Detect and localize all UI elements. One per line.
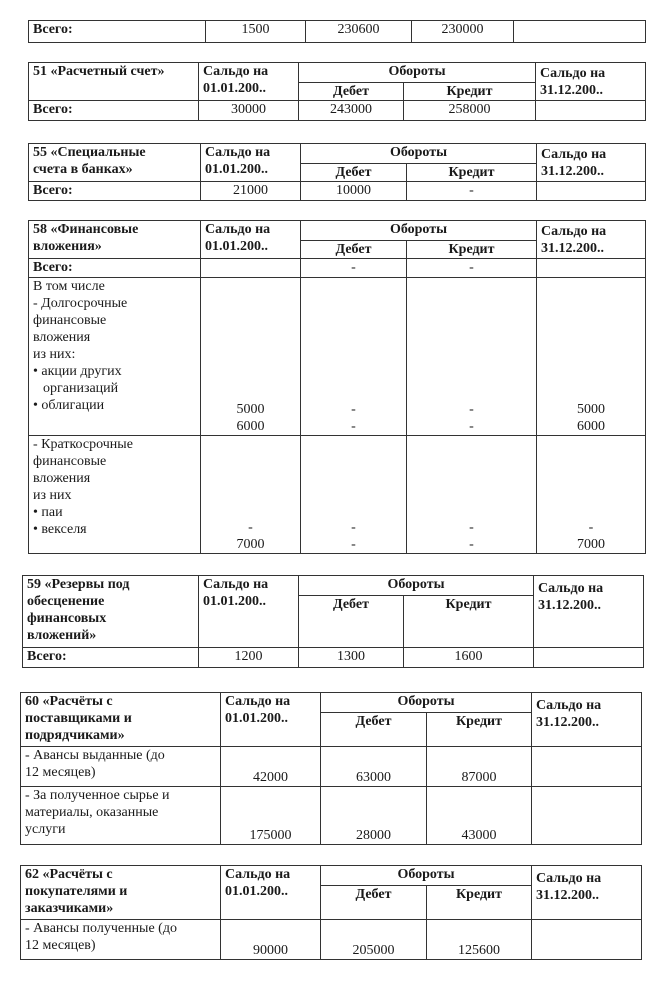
turnover-header: Обороты bbox=[299, 576, 534, 596]
short-term-label: - Краткосрочные финансовые вложения из них • паи • векселя bbox=[29, 436, 201, 554]
cell-debit: - - bbox=[301, 436, 407, 554]
cell-debit: 28000 bbox=[321, 787, 427, 845]
table-account-51 bbox=[28, 62, 646, 121]
cell-credit: 258000 bbox=[404, 101, 536, 121]
saldo-end-header: Сальдо на 31.12.200.. bbox=[536, 63, 646, 101]
total-label: Всего: bbox=[23, 648, 199, 668]
cell-credit: - - bbox=[407, 278, 537, 436]
saldo-start-header: Сальдо на 01.01.200.. bbox=[201, 144, 301, 182]
turnover-header: Обороты bbox=[321, 866, 532, 886]
cell-saldo-end bbox=[532, 920, 642, 960]
cell-saldo-end bbox=[537, 182, 646, 201]
row-label: - За полученное сырье и материалы, оказанные услуги bbox=[21, 787, 221, 845]
saldo-end-header: Сальдо на 31.12.200.. bbox=[534, 576, 644, 648]
debit-header: Дебет bbox=[299, 596, 404, 648]
saldo-start-header: Сальдо на 01.01.200.. bbox=[199, 63, 299, 101]
cell-saldo-start: 90000 bbox=[221, 920, 321, 960]
account-title: 62 «Расчёты с покупателями и заказчиками» bbox=[21, 866, 221, 920]
total-label: Всего: bbox=[29, 101, 199, 121]
cell-debit: 230600 bbox=[306, 21, 412, 43]
cell-saldo-start: 1200 bbox=[199, 648, 299, 668]
table-account-55 bbox=[28, 143, 646, 201]
cell-saldo-start: 5000 6000 bbox=[201, 278, 301, 436]
cell-debit: 63000 bbox=[321, 747, 427, 787]
cell-credit: - bbox=[407, 182, 537, 201]
cell-credit: 125600 bbox=[427, 920, 532, 960]
cell-credit: 1600 bbox=[404, 648, 534, 668]
cell-debit: 1300 bbox=[299, 648, 404, 668]
total-label: Всего: bbox=[29, 182, 201, 201]
saldo-start-header: Сальдо на 01.01.200.. bbox=[199, 576, 299, 648]
cell-saldo-end bbox=[537, 259, 646, 278]
debit-header: Дебет bbox=[321, 886, 427, 920]
credit-header: Кредит bbox=[404, 596, 534, 648]
table-account-60 bbox=[20, 692, 642, 845]
credit-header: Кредит bbox=[407, 164, 537, 182]
table-row bbox=[21, 747, 642, 787]
debit-header: Дебет bbox=[299, 83, 404, 101]
long-term-label: В том числе - Долгосрочные финансовые вложения из них: • акции других организаций • облигации bbox=[29, 278, 201, 436]
table-account-59 bbox=[22, 575, 644, 668]
table-row-short-term bbox=[29, 436, 646, 554]
cell-saldo-end bbox=[514, 21, 646, 43]
turnover-header: Обороты bbox=[301, 144, 537, 164]
cell-saldo-start bbox=[201, 259, 301, 278]
account-title: 60 «Расчёты с поставщиками и подрядчиками» bbox=[21, 693, 221, 747]
table-account-58 bbox=[28, 220, 646, 554]
account-title: 55 «Специальные счета в банках» bbox=[29, 144, 201, 182]
saldo-end-header: Сальдо на 31.12.200.. bbox=[537, 144, 646, 182]
cell-saldo-end bbox=[532, 747, 642, 787]
cell-credit: 43000 bbox=[427, 787, 532, 845]
cell-saldo-start: 21000 bbox=[201, 182, 301, 201]
cell-saldo-start: 1500 bbox=[206, 21, 306, 43]
cell-saldo-start: 30000 bbox=[199, 101, 299, 121]
cell-saldo-start: 42000 bbox=[221, 747, 321, 787]
cell-saldo-end bbox=[532, 787, 642, 845]
cell-credit: 87000 bbox=[427, 747, 532, 787]
credit-header: Кредит bbox=[427, 713, 532, 747]
table-row bbox=[29, 182, 646, 201]
account-title: 51 «Расчетный счет» bbox=[29, 63, 199, 101]
saldo-end-header: Сальдо на 31.12.200.. bbox=[532, 693, 642, 747]
table-row-long-term bbox=[29, 278, 646, 436]
cell-saldo-end bbox=[534, 648, 644, 668]
table-row bbox=[29, 259, 646, 278]
cell-credit: - - bbox=[407, 436, 537, 554]
table-row bbox=[21, 920, 642, 960]
saldo-start-header: Сальдо на 01.01.200.. bbox=[201, 221, 301, 259]
cell-credit: 230000 bbox=[412, 21, 514, 43]
cell-saldo-end: - 7000 bbox=[537, 436, 646, 554]
row-label: - Авансы полученные (до 12 месяцев) bbox=[21, 920, 221, 960]
debit-header: Дебет bbox=[301, 241, 407, 259]
credit-header: Кредит bbox=[404, 83, 536, 101]
total-label: Всего: bbox=[29, 259, 201, 278]
credit-header: Кредит bbox=[407, 241, 537, 259]
turnover-header: Обороты bbox=[299, 63, 536, 83]
debit-header: Дебет bbox=[321, 713, 427, 747]
account-title: 59 «Резервы под обесценение финансовых вложений» bbox=[23, 576, 199, 648]
saldo-start-header: Сальдо на 01.01.200.. bbox=[221, 866, 321, 920]
cell-debit: 205000 bbox=[321, 920, 427, 960]
credit-header: Кредит bbox=[427, 886, 532, 920]
cell-debit: - - bbox=[301, 278, 407, 436]
row-label: - Авансы выданные (до 12 месяцев) bbox=[21, 747, 221, 787]
saldo-start-header: Сальдо на 01.01.200.. bbox=[221, 693, 321, 747]
cell-saldo-end bbox=[536, 101, 646, 121]
table-row bbox=[21, 787, 642, 845]
debit-header: Дебет bbox=[301, 164, 407, 182]
table-row bbox=[29, 101, 646, 121]
cell-debit: - bbox=[301, 259, 407, 278]
saldo-end-header: Сальдо на 31.12.200.. bbox=[532, 866, 642, 920]
cell-saldo-start: 175000 bbox=[221, 787, 321, 845]
cell-saldo-start: - 7000 bbox=[201, 436, 301, 554]
turnover-header: Обороты bbox=[321, 693, 532, 713]
cell-debit: 243000 bbox=[299, 101, 404, 121]
turnover-header: Обороты bbox=[301, 221, 537, 241]
cell-credit: - bbox=[407, 259, 537, 278]
cell-saldo-end: 5000 6000 bbox=[537, 278, 646, 436]
table-row bbox=[29, 21, 646, 43]
saldo-end-header: Сальдо на 31.12.200.. bbox=[537, 221, 646, 259]
total-label: Всего: bbox=[29, 21, 206, 43]
cell-debit: 10000 bbox=[301, 182, 407, 201]
table-account-62 bbox=[20, 865, 642, 960]
table-row bbox=[23, 648, 644, 668]
account-title: 58 «Финансовые вложения» bbox=[29, 221, 201, 259]
table-continuation bbox=[28, 20, 646, 43]
